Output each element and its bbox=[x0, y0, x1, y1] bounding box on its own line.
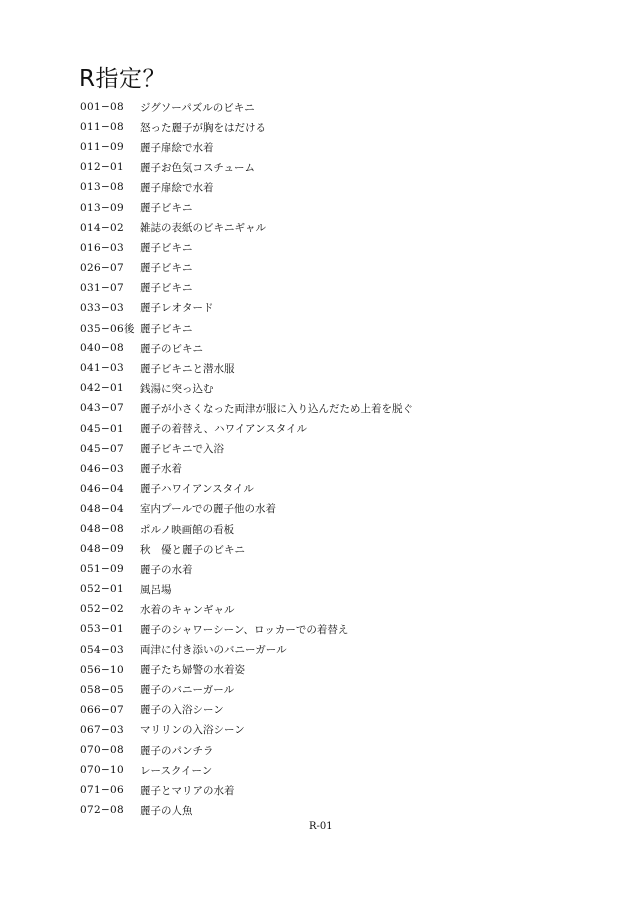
list-item bbox=[80, 238, 413, 258]
item-code: 031−07 bbox=[80, 281, 124, 294]
list-item bbox=[80, 378, 413, 398]
item-description: 麗子ビキニ bbox=[140, 282, 193, 295]
item-description: レースクイーン bbox=[140, 764, 213, 777]
list-item bbox=[80, 559, 413, 579]
item-code: 070−08 bbox=[80, 744, 124, 757]
item-description: 麗子の水着 bbox=[140, 563, 193, 576]
item-code: 011−08 bbox=[80, 121, 124, 134]
item-code: 042−01 bbox=[80, 382, 124, 395]
item-description: 水着のキャンギャル bbox=[140, 603, 235, 616]
item-code: 070−10 bbox=[80, 764, 124, 777]
item-code: 001−08 bbox=[80, 101, 124, 114]
list-item bbox=[80, 258, 413, 278]
list-item bbox=[80, 218, 413, 238]
item-description: 麗子ビキニ bbox=[140, 322, 193, 335]
item-description: 麗子の着替え、ハワイアンスタイル bbox=[140, 423, 308, 436]
item-code: 058−05 bbox=[80, 683, 124, 696]
list-item bbox=[80, 177, 413, 197]
item-description: 麗子のバニーガール bbox=[140, 684, 235, 697]
list-item bbox=[80, 760, 413, 780]
item-description: 両津に付き添いのバニーガール bbox=[140, 644, 287, 657]
list-item bbox=[80, 740, 413, 760]
list-item bbox=[80, 619, 413, 639]
list-item bbox=[80, 459, 413, 479]
item-code: 035−06後 bbox=[80, 322, 135, 335]
list-item bbox=[80, 700, 413, 720]
item-code: 013−09 bbox=[80, 201, 124, 214]
item-code: 048−08 bbox=[80, 523, 124, 536]
item-code: 048−09 bbox=[80, 543, 124, 556]
item-code: 045−01 bbox=[80, 422, 124, 435]
item-description: 麗子レオタード bbox=[140, 302, 214, 315]
page-number: R-01 bbox=[309, 821, 333, 832]
item-description: 麗子お色気コスチューム bbox=[140, 161, 255, 174]
item-code: 041−03 bbox=[80, 362, 124, 375]
item-description: 室内プールでの麗子他の水着 bbox=[140, 503, 276, 516]
list-item bbox=[80, 519, 413, 539]
item-description: 麗子扉絵で水着 bbox=[140, 141, 214, 154]
list-item bbox=[80, 479, 413, 499]
item-code: 067−03 bbox=[80, 723, 124, 736]
item-code: 071−06 bbox=[80, 784, 124, 797]
item-description: 銭湯に突っ込む bbox=[140, 382, 214, 395]
item-code: 043−07 bbox=[80, 402, 124, 415]
list-item bbox=[80, 157, 413, 177]
item-code: 011−09 bbox=[80, 141, 124, 154]
item-description: 麗子水着 bbox=[140, 463, 182, 476]
scene-list bbox=[80, 97, 413, 820]
item-code: 066−07 bbox=[80, 703, 124, 716]
list-item bbox=[80, 780, 413, 800]
list-item bbox=[80, 599, 413, 619]
item-code: 051−09 bbox=[80, 563, 124, 576]
item-description: ジグソーパズルのビキニ bbox=[140, 101, 255, 114]
item-code: 016−03 bbox=[80, 241, 124, 254]
item-code: 012−01 bbox=[80, 161, 124, 174]
page-title: R指定？ bbox=[79, 66, 166, 92]
item-description: マリリンの入浴シーン bbox=[140, 724, 245, 737]
item-description: 麗子が小さくなった両津が服に入り込んだため上着を脱ぐ bbox=[140, 402, 413, 415]
item-description: 麗子ビキニで入浴 bbox=[140, 443, 224, 456]
item-description: 麗子ビキニと潜水服 bbox=[140, 362, 235, 375]
list-item bbox=[80, 720, 413, 740]
list-item bbox=[80, 318, 413, 338]
item-code: 052−02 bbox=[80, 603, 124, 616]
item-code: 040−08 bbox=[80, 342, 124, 355]
item-code: 045−07 bbox=[80, 442, 124, 455]
list-item bbox=[80, 117, 413, 137]
list-item bbox=[80, 398, 413, 418]
list-item bbox=[80, 298, 413, 318]
item-description: 麗子ビキニ bbox=[140, 262, 193, 275]
item-description: 風呂場 bbox=[140, 583, 172, 596]
item-code: 048−04 bbox=[80, 502, 124, 515]
item-description: 麗子の人魚 bbox=[140, 804, 193, 817]
item-code: 046−04 bbox=[80, 482, 124, 495]
list-item bbox=[80, 197, 413, 217]
list-item bbox=[80, 800, 413, 820]
list-item bbox=[80, 640, 413, 660]
list-item bbox=[80, 278, 413, 298]
item-description: 麗子ビキニ bbox=[140, 242, 193, 255]
list-item bbox=[80, 419, 413, 439]
item-description: 雑誌の表紙のビキニギャル bbox=[140, 222, 266, 235]
item-description: 秋 優と麗子のビキニ bbox=[140, 543, 245, 556]
list-item bbox=[80, 660, 413, 680]
item-description: 麗子とマリアの水着 bbox=[140, 784, 235, 797]
item-description: 麗子ハワイアンスタイル bbox=[140, 483, 254, 496]
list-item bbox=[80, 499, 413, 519]
item-description: 麗子ビキニ bbox=[140, 202, 193, 215]
item-code: 026−07 bbox=[80, 261, 124, 274]
list-item bbox=[80, 539, 413, 559]
item-description: 麗子の入浴シーン bbox=[140, 704, 224, 717]
list-item bbox=[80, 97, 413, 117]
list-item bbox=[80, 579, 413, 599]
list-item bbox=[80, 137, 413, 157]
item-code: 053−01 bbox=[80, 623, 124, 636]
list-item bbox=[80, 439, 413, 459]
item-code: 052−01 bbox=[80, 583, 124, 596]
item-description: 麗子のシャワーシーン、ロッカーでの着替え bbox=[140, 623, 349, 636]
list-item bbox=[80, 338, 413, 358]
item-code: 054−03 bbox=[80, 643, 124, 656]
item-description: 麗子たち婦警の水着姿 bbox=[140, 664, 245, 677]
list-item bbox=[80, 358, 413, 378]
item-code: 014−02 bbox=[80, 221, 124, 234]
item-description: ポルノ映画館の看板 bbox=[140, 523, 235, 536]
item-code: 056−10 bbox=[80, 663, 124, 676]
item-code: 046−03 bbox=[80, 462, 124, 475]
item-description: 麗子のビキニ bbox=[140, 342, 203, 355]
item-description: 麗子のパンチラ bbox=[140, 744, 214, 757]
item-code: 072−08 bbox=[80, 804, 124, 817]
item-description: 麗子扉絵で水着 bbox=[140, 181, 214, 194]
item-code: 033−03 bbox=[80, 301, 124, 314]
list-item bbox=[80, 680, 413, 700]
item-description: 怒った麗子が胸をはだける bbox=[140, 121, 266, 134]
item-code: 013−08 bbox=[80, 181, 124, 194]
